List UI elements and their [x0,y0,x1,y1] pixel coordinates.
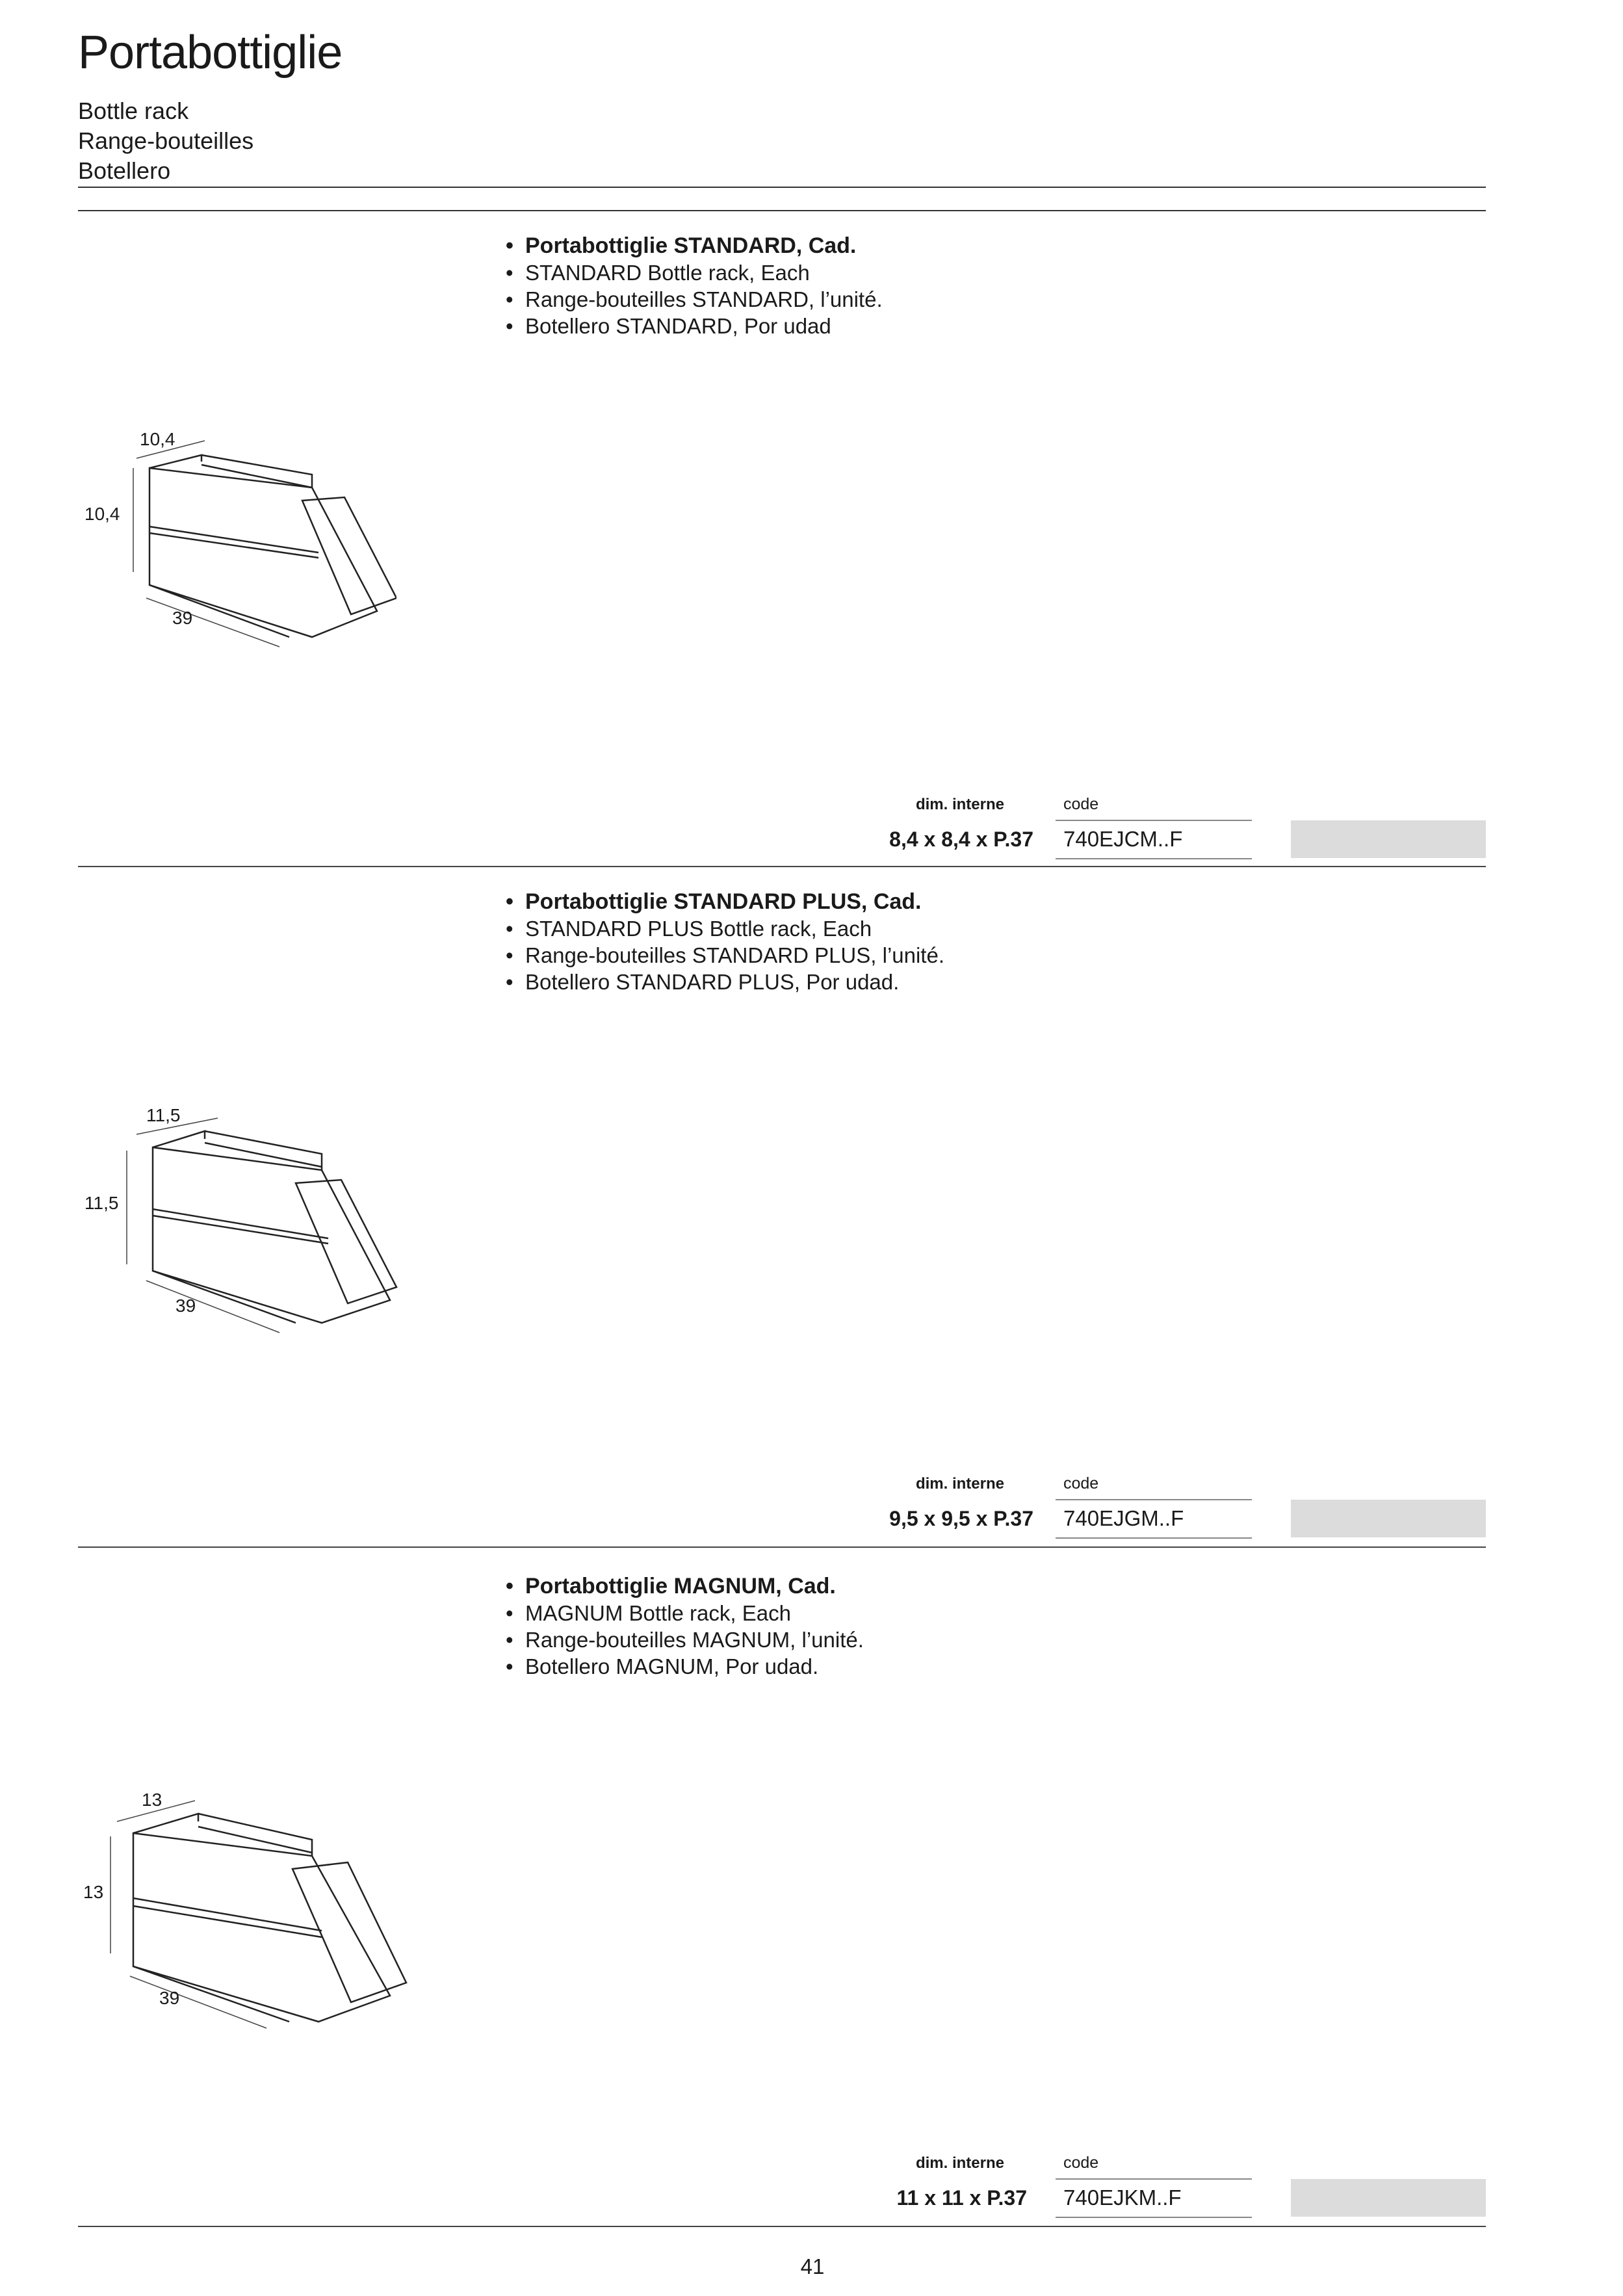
bottle-rack-drawing [71,423,396,663]
product-divider [78,866,1486,867]
code-label-underline [1056,820,1252,821]
description-line-en: • STANDARD PLUS Bottle rack, Each [506,917,872,941]
section-divider [78,210,1486,211]
product-description [506,233,883,339]
dimension-length: 39 [175,1296,196,1316]
code-value-underline [1056,858,1252,859]
bottle-rack-drawing [71,1781,409,2041]
description-line-en: • MAGNUM Bottle rack, Each [506,1601,791,1625]
description-line-es: • Botellero STANDARD, Por udad [506,314,831,338]
quantity-field[interactable] [1291,2179,1486,2217]
subtitle-en: Bottle rack [78,98,189,124]
description-line-it: • Portabottiglie STANDARD, Cad. [506,233,857,258]
description-line-it: • Portabottiglie MAGNUM, Cad. [506,1574,836,1598]
code-label-underline [1056,2178,1252,2180]
page-title: Portabottiglie [78,27,343,79]
code-value: 740EJGM..F [1063,1506,1184,1530]
description-line-fr: • Range-bouteilles STANDARD PLUS, l’unité. [506,943,944,967]
dim-interne-label: dim. interne [915,2154,1004,2172]
code-value-underline [1056,1537,1252,1539]
code-label-underline [1056,1499,1252,1500]
dimension-length: 39 [172,608,193,628]
dimension-length: 39 [159,1988,180,2008]
dim-interne-value: 8,4 x 8,4 x P.37 [889,828,1033,851]
description-line-fr: • Range-bouteilles MAGNUM, l’unité. [506,1628,864,1652]
code-label: code [1063,795,1099,813]
code-value: 740EJCM..F [1063,827,1183,851]
dim-interne-value: 9,5 x 9,5 x P.37 [889,1507,1033,1530]
code-value: 740EJKM..F [1063,2185,1182,2210]
description-line-it: • Portabottiglie STANDARD PLUS, Cad. [506,889,922,914]
dimension-width: 11,5 [146,1105,181,1125]
dimension-height: 10,4 [84,504,120,524]
dimension-width: 10,4 [140,429,175,449]
description-line-es: • Botellero STANDARD PLUS, Por udad. [506,970,900,994]
description-line-fr: • Range-bouteilles STANDARD, l’unité. [506,287,883,311]
code-label: code [1063,1474,1099,1493]
subtitle-fr: Range-bouteilles [78,127,254,154]
quantity-field[interactable] [1291,820,1486,858]
dimension-height: 13 [83,1882,104,1902]
dim-interne-label: dim. interne [915,1475,1004,1493]
dimension-height: 11,5 [84,1193,119,1213]
product-divider [78,1546,1486,1548]
dimension-width: 13 [142,1790,162,1810]
code-label: code [1063,2154,1099,2172]
description-line-es: • Botellero MAGNUM, Por udad. [506,1654,819,1678]
product-description [506,889,944,995]
page-number: 41 [800,2254,825,2278]
product-divider [78,2226,1486,2227]
subtitle-es: Botellero [78,157,171,184]
description-line-en: • STANDARD Bottle rack, Each [506,261,810,285]
product-description [506,1573,864,1680]
dim-interne-value: 11 x 11 x P.37 [896,2186,1027,2210]
code-value-underline [1056,2217,1252,2218]
dim-interne-label: dim. interne [915,796,1004,813]
bottle-rack-drawing [71,1099,409,1346]
quantity-field[interactable] [1291,1500,1486,1537]
header-divider [78,187,1486,188]
